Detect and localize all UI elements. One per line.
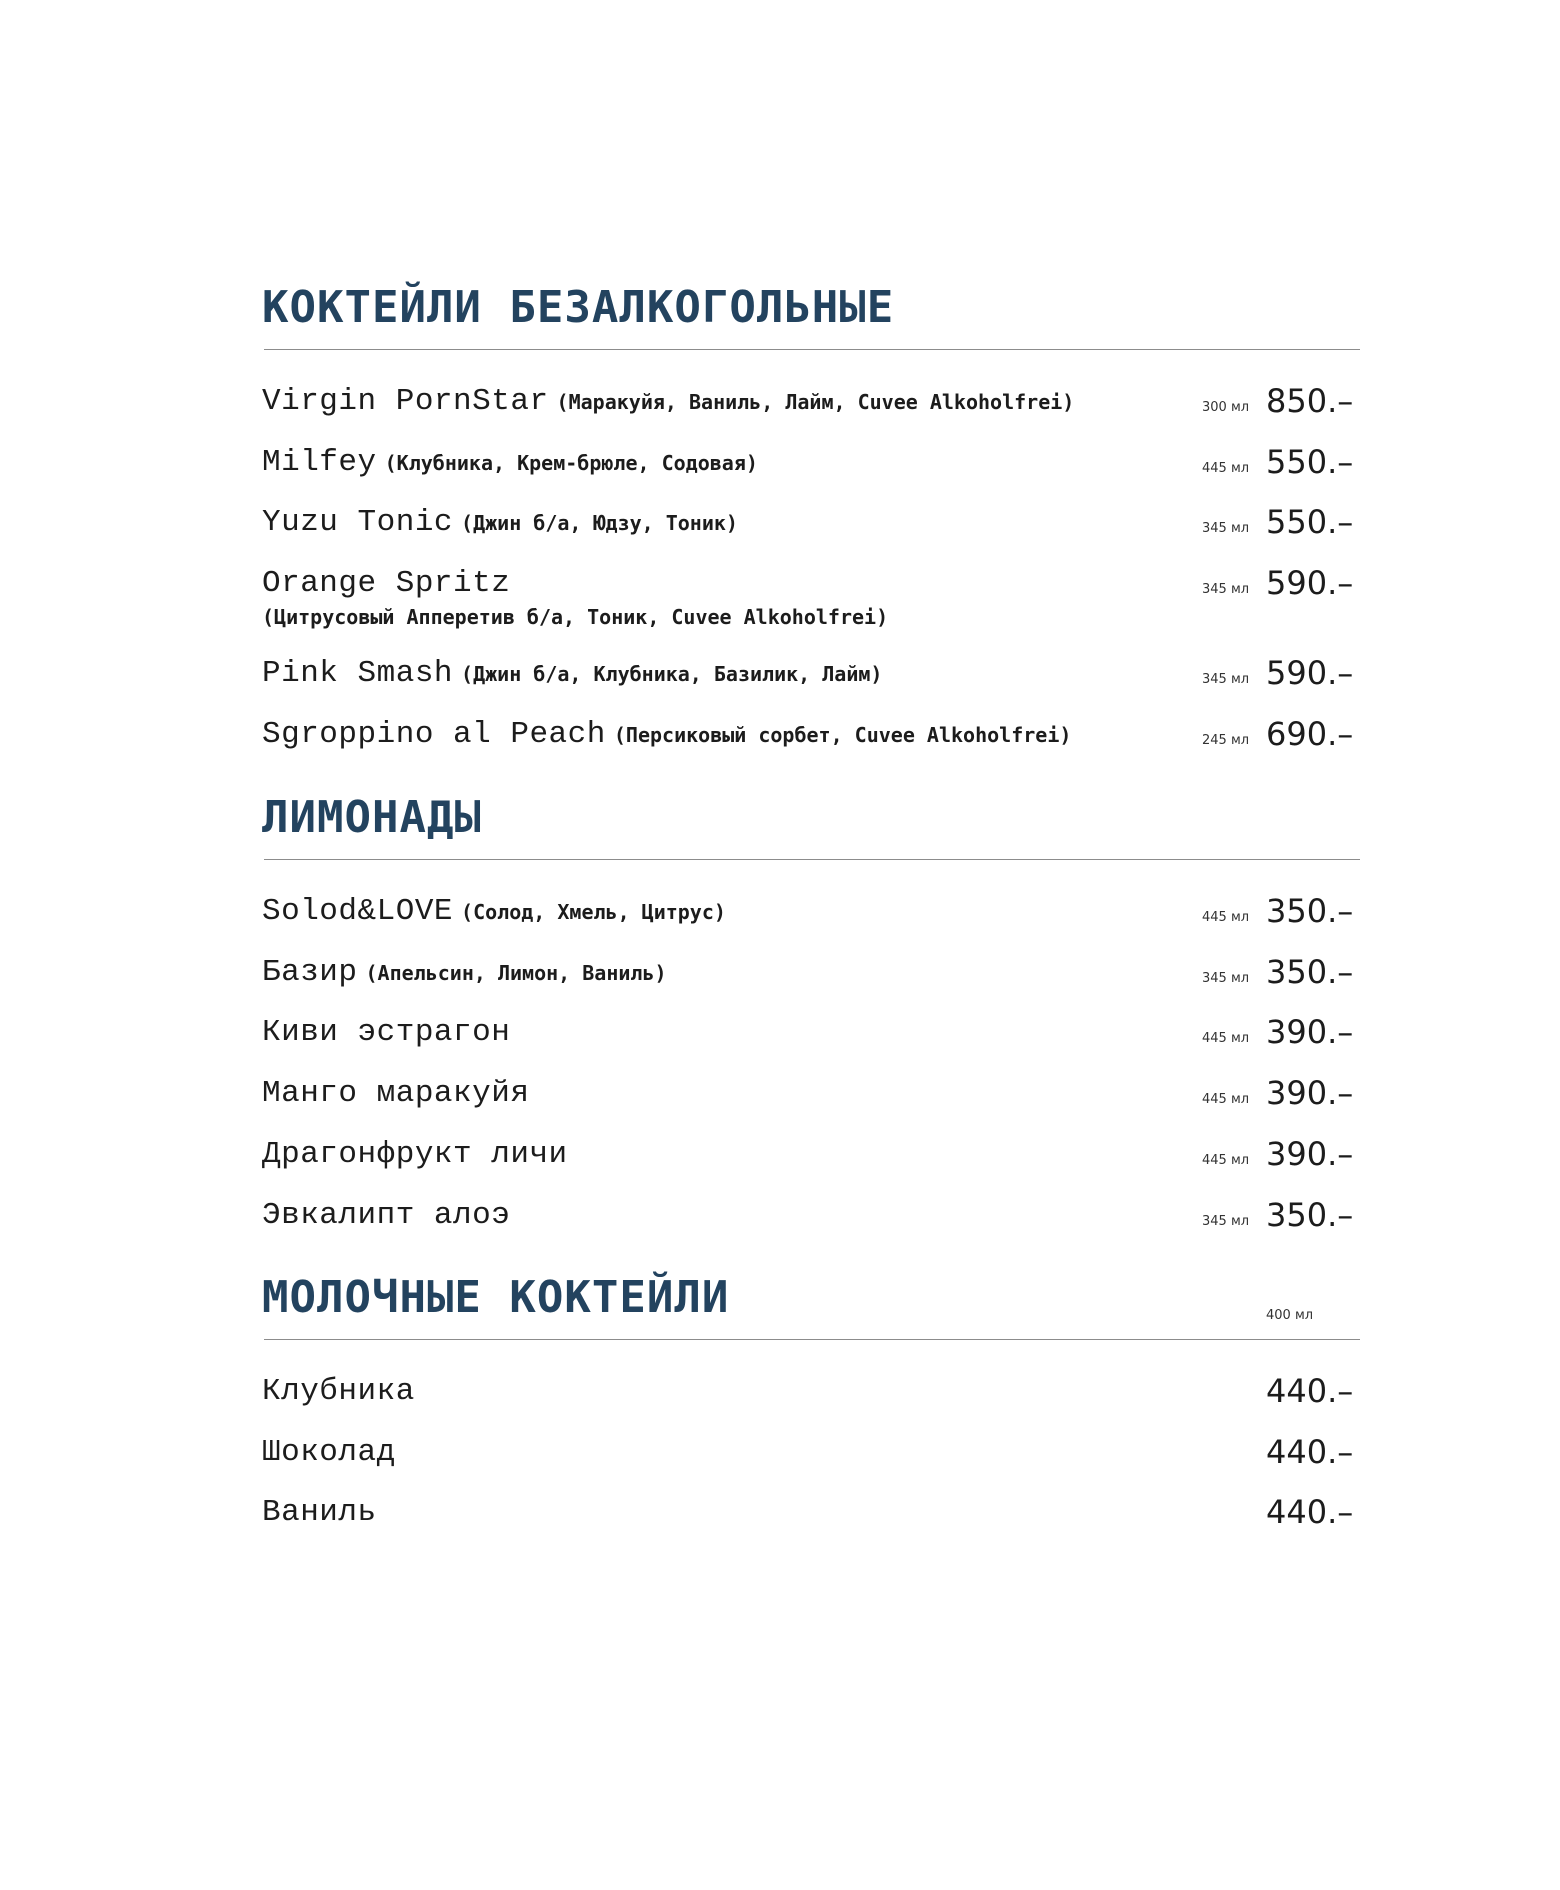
item-volume: 345 мл (1202, 971, 1250, 986)
menu-item (262, 505, 1360, 563)
item-volume: 345 мл (1202, 582, 1250, 597)
menu-item (262, 1495, 1360, 1553)
section-volume: 400 мл (1266, 1308, 1314, 1323)
item-price: 850.– (1266, 382, 1354, 420)
menu-item (262, 1076, 1360, 1134)
item-name: Solod&LOVE (262, 894, 454, 929)
item-name: Шоколад (262, 1435, 396, 1470)
section-divider (264, 1339, 1360, 1340)
item-name: Манго маракуйя (262, 1076, 530, 1111)
item-price: 440.– (1266, 1433, 1354, 1471)
item-description: (Апельсин, Лимон, Ваниль) (365, 961, 667, 985)
item-name: Orange Spritz (262, 566, 511, 601)
menu-item (262, 1015, 1360, 1073)
section-divider (264, 859, 1360, 860)
item-description: (Маракуйя, Ваниль, Лайм, Cuvee Alkoholfrei) (556, 390, 1075, 414)
item-price: 590.– (1266, 654, 1354, 692)
item-description: (Джин б/а, Клубника, Базилик, Лайм) (461, 662, 883, 686)
menu-item (262, 955, 1360, 1013)
menu-item (262, 1198, 1360, 1256)
item-name: Базир (262, 955, 358, 990)
menu-item (262, 1374, 1360, 1432)
item-volume: 345 мл (1202, 672, 1250, 687)
item-description: (Солод, Хмель, Цитрус) (461, 900, 726, 924)
item-price: 390.– (1266, 1135, 1354, 1173)
item-price: 690.– (1266, 715, 1354, 753)
item-description: (Клубника, Крем-брюле, Содовая) (384, 451, 758, 475)
item-price: 350.– (1266, 1196, 1354, 1234)
item-description: (Цитрусовый Апперетив б/а, Тоник, Cuvee Alkoholfrei) (262, 605, 889, 629)
item-volume: 445 мл (1202, 1031, 1250, 1046)
item-volume: 245 мл (1202, 733, 1250, 748)
item-volume: 445 мл (1202, 461, 1250, 476)
menu-item (262, 384, 1360, 442)
item-description: (Персиковый сорбет, Cuvee Alkoholfrei) (613, 723, 1072, 747)
section-title: МОЛОЧНЫЕ КОКТЕЙЛИ (262, 1272, 730, 1323)
item-name: Yuzu Tonic (262, 505, 454, 540)
menu-item (262, 445, 1360, 503)
item-price: 550.– (1266, 443, 1354, 481)
item-price: 350.– (1266, 953, 1354, 991)
item-volume: 445 мл (1202, 1092, 1250, 1107)
menu-item (262, 566, 1360, 646)
section-title: ЛИМОНАДЫ (262, 792, 482, 843)
item-name: Драгонфрукт личи (262, 1137, 568, 1172)
item-price: 390.– (1266, 1013, 1354, 1051)
item-price: 440.– (1266, 1493, 1354, 1531)
item-name: Sgroppino al Peach (262, 717, 606, 752)
item-volume: 345 мл (1202, 1214, 1250, 1229)
menu-item (262, 656, 1360, 714)
item-price: 590.– (1266, 564, 1354, 602)
menu-item (262, 1435, 1360, 1493)
item-name: Клубника (262, 1374, 415, 1409)
item-description: (Джин б/а, Юдзу, Тоник) (461, 511, 738, 535)
item-name: Virgin PornStar (262, 384, 549, 419)
item-volume: 445 мл (1202, 910, 1250, 925)
menu-item (262, 1137, 1360, 1195)
item-price: 390.– (1266, 1074, 1354, 1112)
item-name: Эвкалипт алоэ (262, 1198, 511, 1233)
menu-item (262, 894, 1360, 952)
item-name: Pink Smash (262, 656, 454, 691)
section-divider (264, 349, 1360, 350)
item-volume: 345 мл (1202, 521, 1250, 536)
section-title: КОКТЕЙЛИ БЕЗАЛКОГОЛЬНЫЕ (262, 282, 895, 333)
menu-item (262, 717, 1360, 775)
item-price: 350.– (1266, 892, 1354, 930)
item-volume: 445 мл (1202, 1153, 1250, 1168)
item-price: 440.– (1266, 1372, 1354, 1410)
item-name: Ваниль (262, 1495, 377, 1530)
item-name: Milfey (262, 445, 377, 480)
item-price: 550.– (1266, 503, 1354, 541)
item-name: Киви эстрагон (262, 1015, 511, 1050)
item-volume: 300 мл (1202, 400, 1250, 415)
